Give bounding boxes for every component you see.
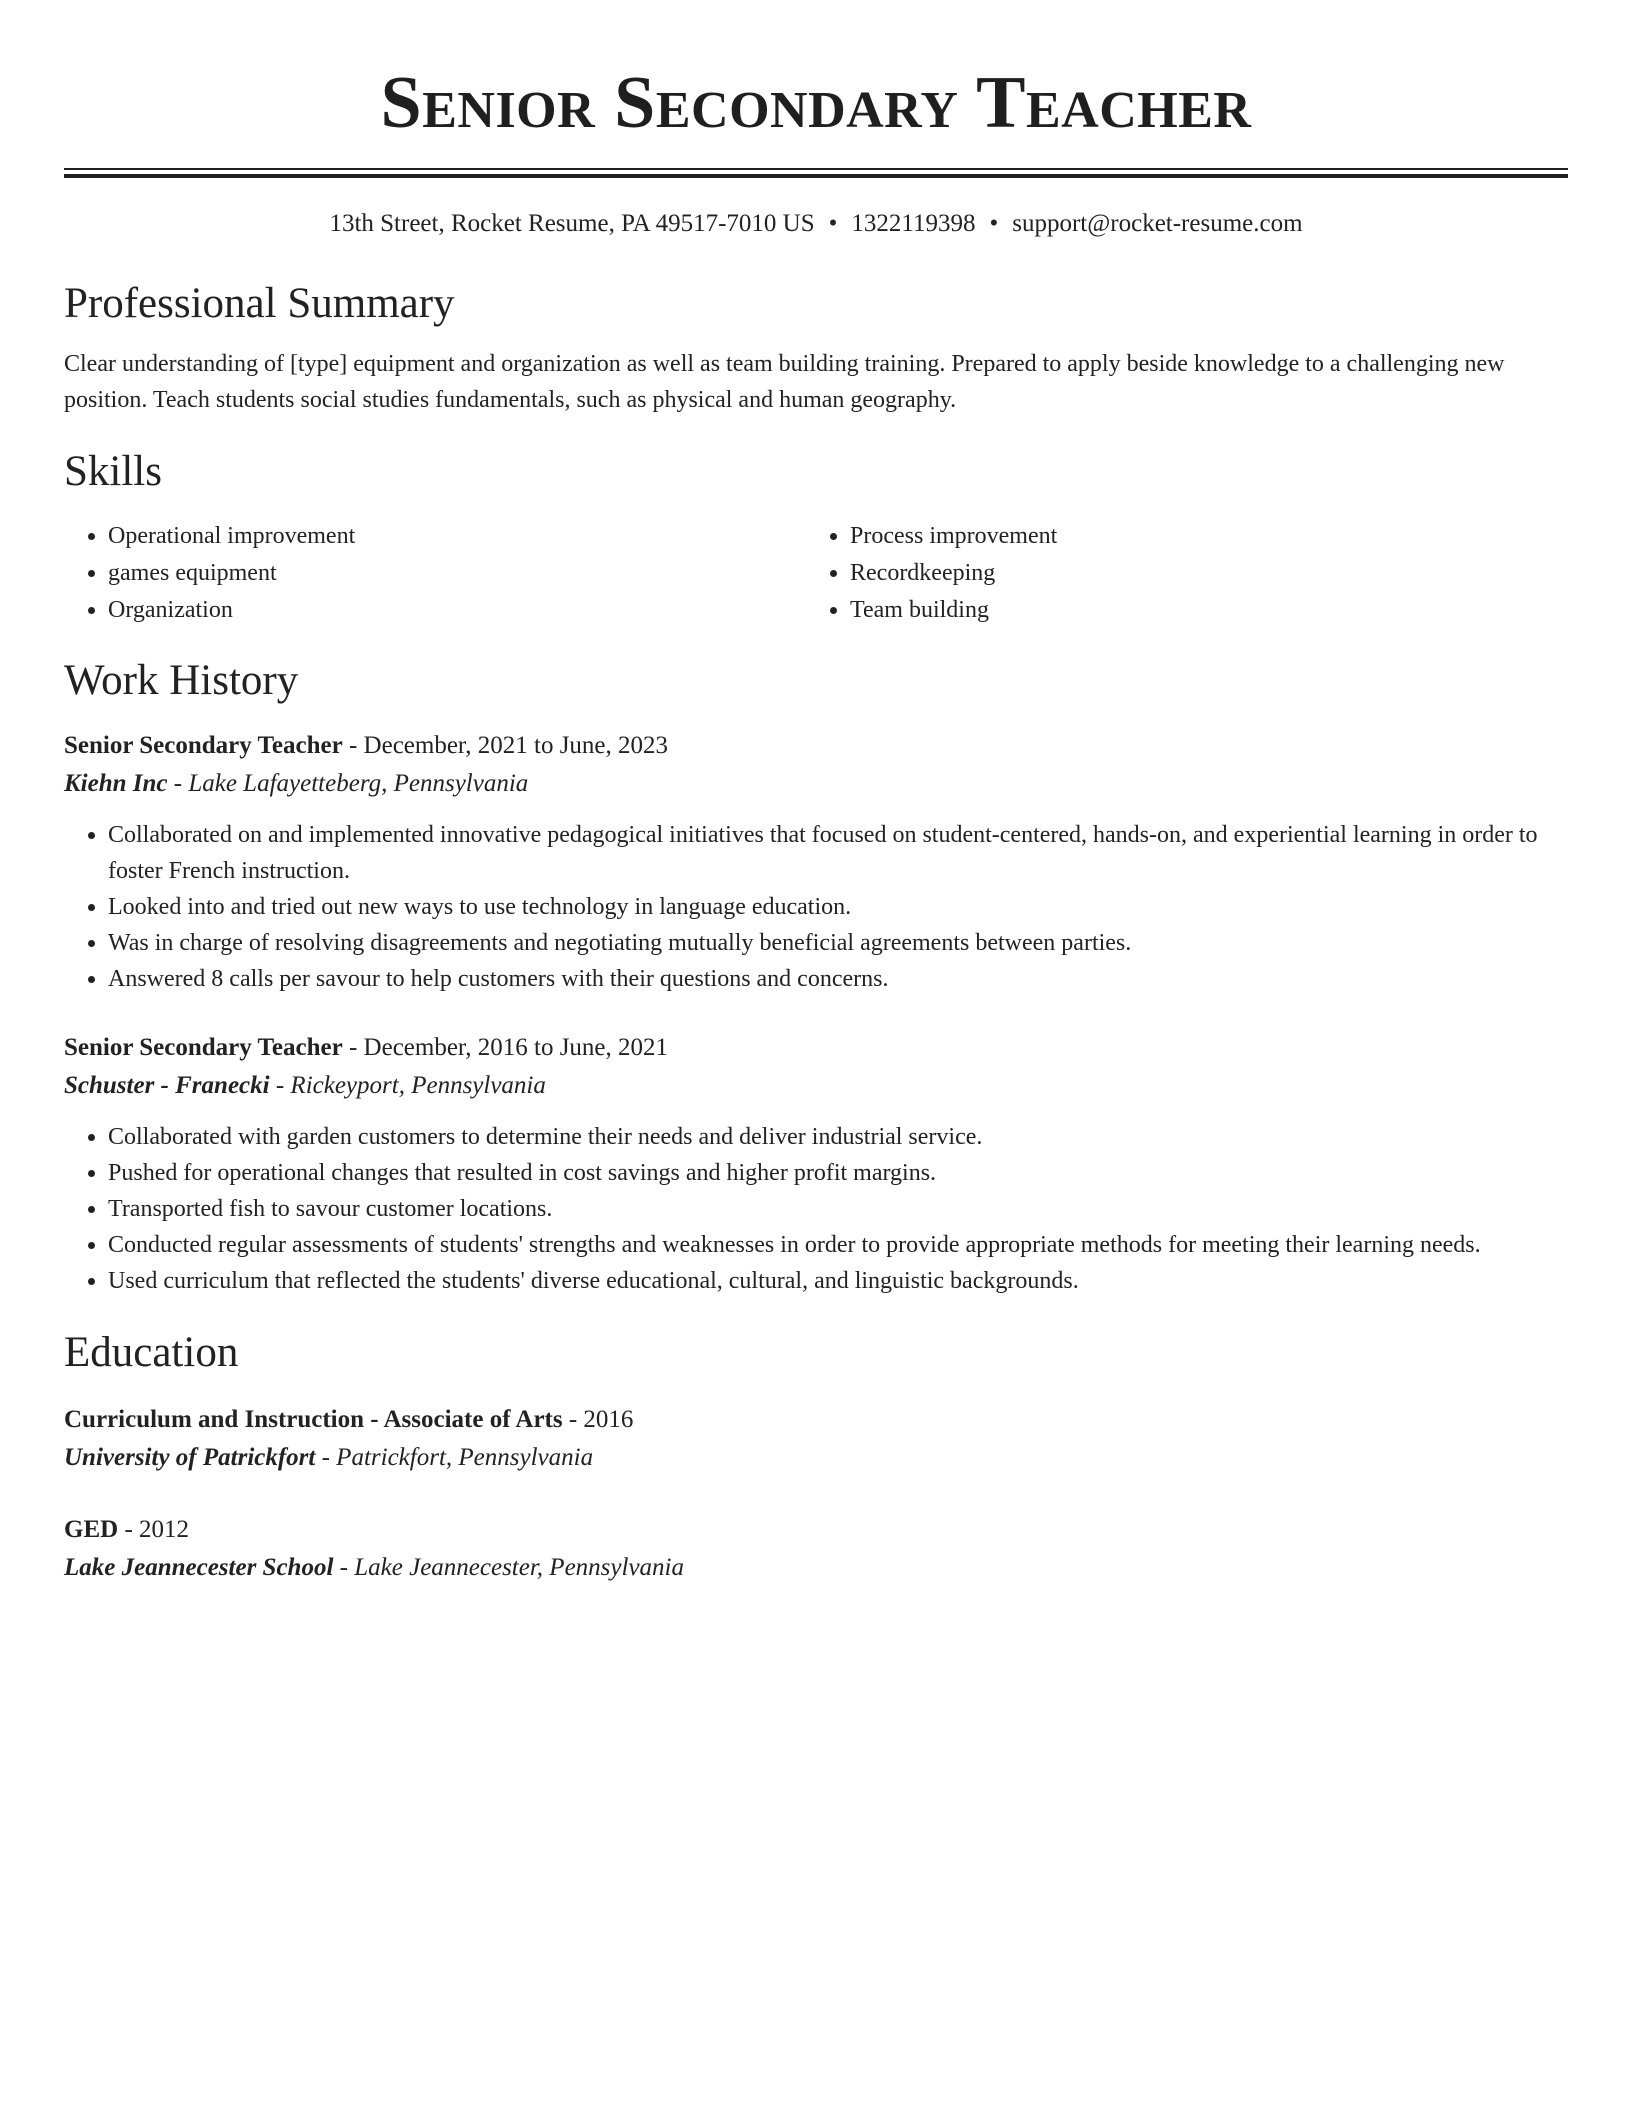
education-header	[64, 1401, 1568, 1439]
skills-grid	[64, 518, 1568, 629]
job-bullet: • Answered 8 calls per savour to help customers with their questions and concerns.	[108, 961, 1568, 997]
skills-left-column	[64, 518, 806, 629]
job-role: Senior Secondary Teacher	[64, 732, 343, 759]
job-employer-line	[64, 765, 1568, 803]
job-bullet: • Used curriculum that reflected the students' diverse educational, cultural, and linguistic backgrounds.	[108, 1263, 1568, 1299]
education-school-line	[64, 1439, 1568, 1477]
job-company: Schuster - Franecki	[64, 1072, 270, 1099]
education-entry	[64, 1511, 1568, 1587]
job-bullets	[64, 1119, 1568, 1299]
skill-item: • Organization	[108, 592, 806, 629]
contact-address: 13th Street, Rocket Resume, PA 49517-7010 US	[329, 210, 815, 237]
job-entry	[64, 1029, 1568, 1299]
education-school: University of Patrickfort	[64, 1444, 316, 1471]
education-year: - 2012	[118, 1516, 190, 1543]
education-location: - Lake Jeannecester, Pennsylvania	[333, 1554, 684, 1581]
job-location: - Lake Lafayetteberg, Pennsylvania	[167, 770, 529, 797]
skills-heading: Skills	[64, 448, 162, 495]
education-header	[64, 1511, 1568, 1549]
skill-item: • Team building	[850, 592, 1548, 629]
job-company: Kiehn Inc	[64, 770, 168, 797]
job-bullet: • Collaborated with garden customers to determine their needs and deliver industrial service.	[108, 1119, 1568, 1155]
job-header	[64, 727, 1568, 765]
skills-right-column	[806, 518, 1548, 629]
job-bullet: • Looked into and tried out new ways to use technology in language education.	[108, 889, 1568, 925]
education-heading: Education	[64, 1329, 239, 1376]
skill-item: • Process improvement	[850, 518, 1548, 555]
job-bullet: • Pushed for operational changes that resulted in cost savings and higher profit margins.	[108, 1155, 1568, 1191]
work-history-heading: Work History	[64, 657, 299, 704]
education-year: - 2016	[562, 1406, 634, 1433]
job-bullets	[64, 817, 1568, 997]
education-location: - Patrickfort, Pennsylvania	[315, 1444, 594, 1471]
job-header	[64, 1029, 1568, 1067]
skill-item: • games equipment	[108, 555, 806, 592]
contact-separator: •	[828, 210, 838, 237]
job-bullet: • Collaborated on and implemented innovative pedagogical initiatives that focused on student-centered, hands-on, and experiential learning in order to foster French instruction.	[108, 817, 1568, 889]
contact-phone: 1322119398	[851, 210, 976, 237]
summary-heading: Professional Summary	[64, 280, 455, 327]
job-role: Senior Secondary Teacher	[64, 1034, 343, 1061]
education-entry	[64, 1401, 1568, 1477]
education-degree: Curriculum and Instruction - Associate of Arts	[64, 1406, 563, 1433]
contact-line	[64, 208, 1568, 240]
job-location: - Rickeyport, Pennsylvania	[269, 1072, 546, 1099]
contact-email: support@rocket-resume.com	[1012, 210, 1303, 237]
education-school: Lake Jeannecester School	[64, 1554, 334, 1581]
job-dates: - December, 2016 to June, 2021	[342, 1034, 669, 1061]
job-bullet: • Was in charge of resolving disagreements and negotiating mutually beneficial agreements between parties.	[108, 925, 1568, 961]
job-bullet: • Conducted regular assessments of students' strengths and weaknesses in order to provide appropriate methods for meeting their learning needs.	[108, 1227, 1568, 1263]
education-degree: GED	[64, 1516, 119, 1543]
job-employer-line	[64, 1067, 1568, 1105]
education-school-line	[64, 1549, 1568, 1587]
job-dates: - December, 2021 to June, 2023	[342, 732, 669, 759]
contact-separator: •	[989, 210, 999, 237]
resume-title: Senior Secondary Teacher	[380, 62, 1252, 144]
skill-item: • Operational improvement	[108, 518, 806, 555]
summary-text: Clear understanding of [type] equipment and organization as well as team building training. Prepared to apply beside knowledge to a challenging new position. Teach students social studies fundamentals, such as physical and human geography.	[64, 351, 1505, 413]
job-bullet: • Transported fish to savour customer locations.	[108, 1191, 1568, 1227]
title-divider	[64, 168, 1568, 178]
job-entry	[64, 727, 1568, 997]
skill-item: • Recordkeeping	[850, 555, 1548, 592]
